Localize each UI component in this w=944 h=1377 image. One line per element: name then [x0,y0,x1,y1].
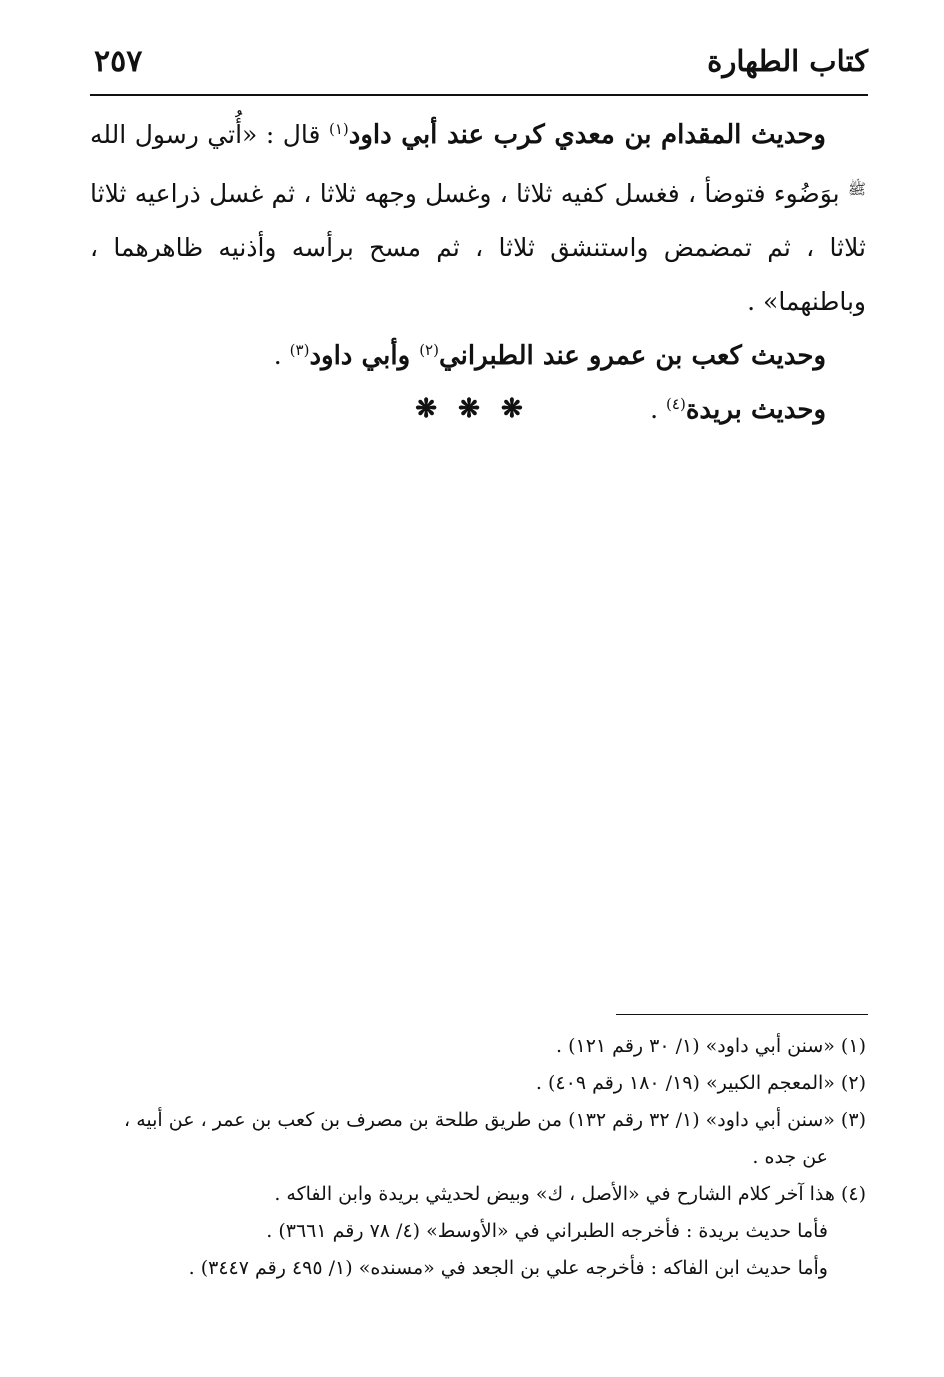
footnote-1: (١) «سنن أبي داود» (١/ ٣٠ رقم ١٢١) . [556,1035,866,1057]
paragraph-text-cont: بوَضُوء فتوضأ ، فغسل كفيه ثلاثا ، وغسل وجهه ثلاثا ، ثم غسل ذراعيه ثلاثا ثلاثا ، ثم تمضمض واستنشق ثلاثا ، ثم مسح برأسه وأذنيه ظاهرهما ، وباطنهما» . [90,179,866,316]
honorific-glyph: ﷺ [847,180,866,198]
footnote-2: (٢) «المعجم الكبير» (١٩/ ١٨٠ رقم ٤٠٩) . [535,1072,866,1094]
paragraph-end: . [650,395,667,424]
paragraph-miqdam-hadith [90,108,866,329]
footnote-ref-2: (٢) [419,341,439,359]
paragraph-end: . [273,341,290,370]
section-divider-asterisks: ❋ ❋ ❋ [415,394,529,424]
page-number: ٢٥٧ [94,44,143,79]
footnote-4-line-2: فأما حديث بريدة : فأخرجه الطبراني في «الأوسط» (٤/ ٧٨ رقم ٣٦٦١) . [266,1220,828,1242]
paragraph-kaab-hadith [90,329,866,383]
footnote-ref-4: (٤) [666,395,686,413]
footnote-4-line-3: وأما حديث ابن الفاكه : فأخرجه علي بن الجعد في «مسنده» (١/ ٤٩٥ رقم ٣٤٤٧) . [188,1257,828,1279]
main-text [90,108,866,437]
footnotes [80,1028,866,1287]
paragraph-lead: وحديث بريدة [685,395,826,425]
paragraph-text: قال : «أُتي رسول الله [90,120,329,149]
paragraph-lead-cont: وأبي داود [309,341,420,371]
footnote-3: (٣) «سنن أبي داود» (١/ ٣٢ رقم ١٣٢) من طريق طلحة بن مصرف بن كعب بن عمر ، عن أبيه ، [124,1109,866,1131]
footnote-4: (٤) هذا آخر كلام الشارح في «الأصل ، ك» وبيض لحديثي بريدة وابن الفاكه . [274,1183,866,1205]
header-rule [90,94,868,96]
running-header-title: كتاب الطهارة [707,44,868,78]
footnote-ref-1: (١) [328,120,349,138]
footnote-3-continuation: عن جده . [752,1146,828,1168]
footnote-separator [616,1014,868,1015]
paragraph-lead: وحديث المقدام بن معدي كرب عند أبي داود [348,120,826,150]
paragraph-lead: وحديث كعب بن عمرو عند الطبراني [438,341,826,371]
footnote-ref-3: (٣) [289,341,310,359]
